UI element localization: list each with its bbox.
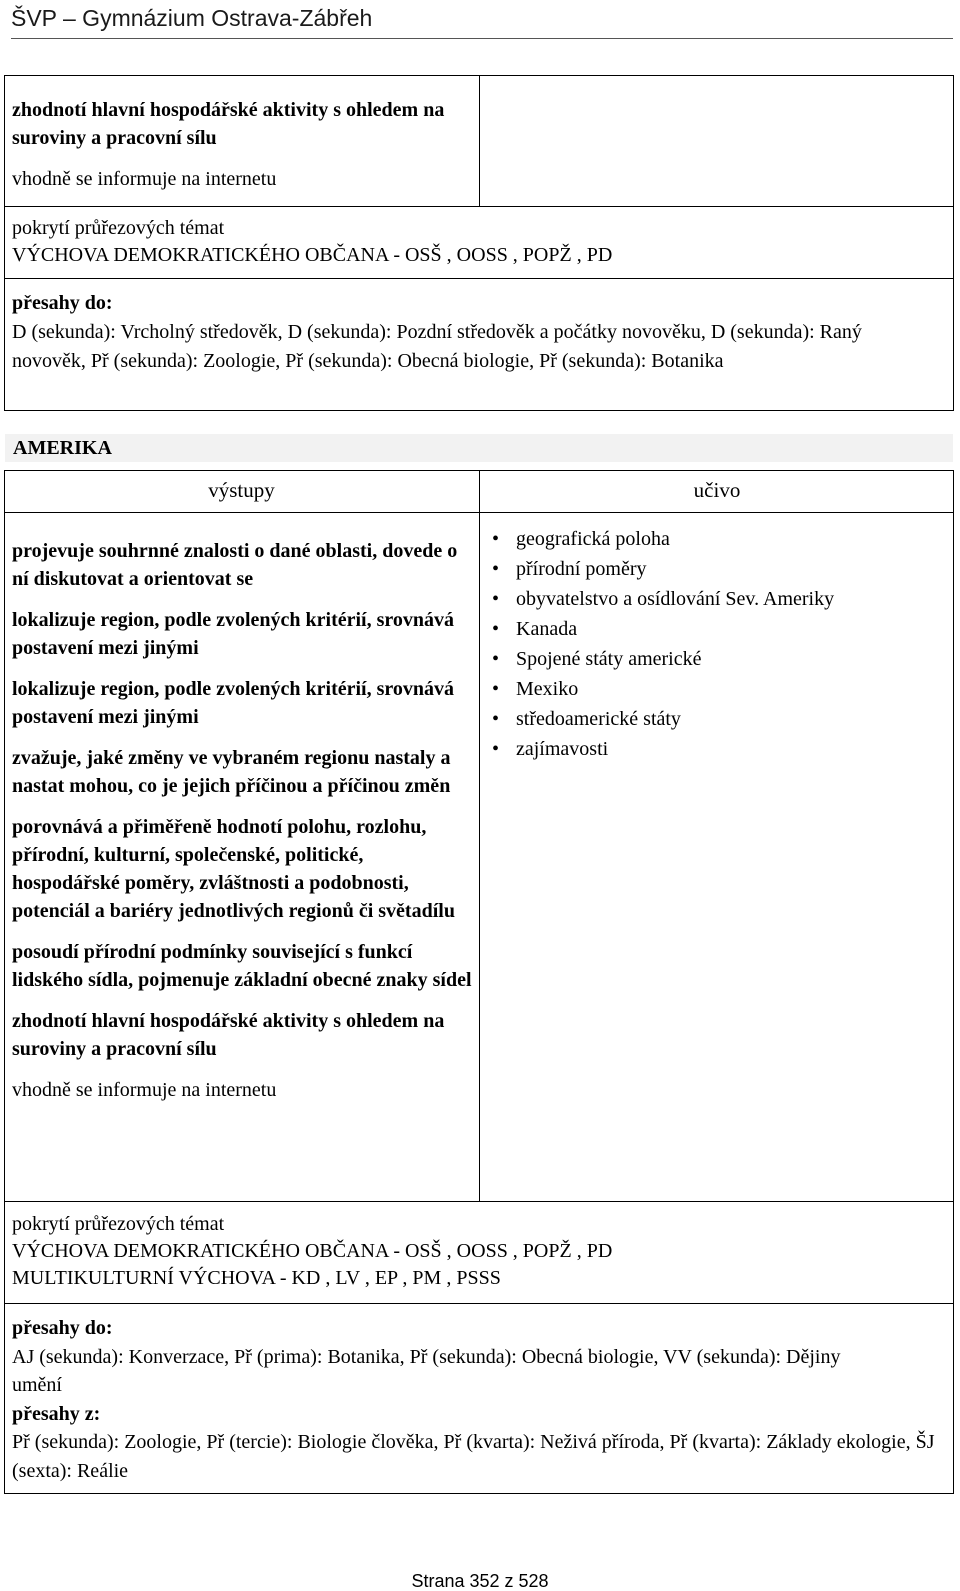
topic-item: • geografická poloha (484, 524, 944, 554)
amerika-crosscut-cell (12, 1211, 942, 1292)
outcome-item: vhodně se informuje na internetu (12, 168, 277, 190)
outcome-item: posoudí přírodní podmínky související s funkcí lidského sídla, pojmenuje základní obecné znaky sídel (12, 941, 472, 991)
amerika-header-rule (4, 512, 954, 513)
overlap-to-label: přesahy do: (12, 292, 113, 314)
outcome-item: zhodnotí hlavní hospodářské aktivity s ohledem na suroviny a pracovní sílu (12, 99, 445, 149)
outcome-item: zhodnotí hlavní hospodářské aktivity s ohledem na suroviny a pracovní sílu (12, 1010, 445, 1060)
column-header-content-label: učivo (693, 478, 741, 502)
document-title: ŠVP – Gymnázium Ostrava-Zábřeh (11, 5, 373, 31)
topic-item: • Mexiko (484, 674, 944, 704)
crosscut-label: pokrytí průřezových témat (12, 1213, 225, 1235)
page-footer (0, 1571, 960, 1591)
top-outcomes-cell (12, 96, 472, 206)
amerika-topics-cell (484, 524, 944, 764)
topic-item: • středoamerické státy (484, 704, 944, 734)
amerika-overlap-cell (12, 1314, 942, 1485)
topic-item: • Spojené státy americké (484, 644, 944, 674)
overlap-from-label: přesahy z: (12, 1402, 101, 1425)
crosscut-item: VÝCHOVA DEMOKRATICKÉHO OBČANA - OSŠ , OOSS , POPŽ , PD (12, 1240, 613, 1262)
section-title: AMERIKA (13, 437, 112, 459)
overlap-to-label: přesahy do: (12, 1317, 113, 1339)
column-header-outcomes (4, 477, 479, 504)
top-crosscut-cell (12, 215, 942, 269)
amerika-outcomes-cell (12, 537, 472, 1117)
outcome-item: projevuje souhrnné znalosti o dané oblasti, dovede o ní diskutovat a orientovat se (12, 540, 458, 590)
overlap-to-text: AJ (sekunda): Konverzace, Př (prima): Botanika, Př (sekunda): Obecná biologie, VV (sekunda): Dějiny umění (12, 1345, 841, 1396)
overlap-from-text: Př (sekunda): Zoologie, Př (tercie): Biologie člověka, Př (kvarta): Neživá příroda, Př (kvarta): Základy ekologie, ŠJ (sexta): Reálie (12, 1431, 935, 1482)
crosscut-label: pokrytí průřezových témat (12, 217, 225, 239)
topic-list (484, 524, 944, 764)
crosscut-item: VÝCHOVA DEMOKRATICKÉHO OBČANA - OSŠ , OOSS , POPŽ , PD (12, 244, 613, 266)
top-overlap-cell (12, 289, 892, 376)
topic-item: • přírodní poměry (484, 554, 944, 584)
outcome-item: vhodně se informuje na internetu (12, 1079, 277, 1101)
top-column-divider (479, 75, 480, 207)
topic-item: • Kanada (484, 614, 944, 644)
outcome-item: porovnává a přiměřeně hodnotí polohu, rozlohu, přírodní, kulturní, společenské, politické, hospodářské poměry, zvláštnosti a podobnosti, potenciál a bariéry jednotlivých regionů či světadílu (12, 816, 455, 922)
page-header (11, 2, 953, 39)
column-header-outcomes-label: výstupy (208, 478, 275, 502)
outcome-item: zvažuje, jaké změny ve vybraném regionu nastaly a nastat mohou, co je jejich příčinou a příčinou změn (12, 747, 451, 797)
crosscut-item: MULTIKULTURNÍ VÝCHOVA - KD , LV , EP , PM , PSSS (12, 1267, 501, 1289)
topic-item: • zajímavosti (484, 734, 944, 764)
column-header-content (480, 477, 954, 504)
outcome-item: lokalizuje region, podle zvolených kritérií, srovnává postavení mezi jinými (12, 678, 455, 728)
amerika-column-divider (479, 470, 480, 1202)
outcome-item: lokalizuje region, podle zvolených kritérií, srovnává postavení mezi jinými (12, 609, 455, 659)
overlap-to-text: D (sekunda): Vrcholný středověk, D (sekunda): Pozdní středověk a počátky novověku, D (sekunda): Raný novověk, Př (sekunda): Zoologie, Př (sekunda): Obecná biologie, Př (sekunda): Botanika (12, 321, 862, 372)
section-heading-bar (5, 434, 953, 462)
page-number: Strana 352 z 528 (411, 1571, 549, 1591)
topic-item: • obyvatelstvo a osídlování Sev. Ameriky (484, 584, 944, 614)
